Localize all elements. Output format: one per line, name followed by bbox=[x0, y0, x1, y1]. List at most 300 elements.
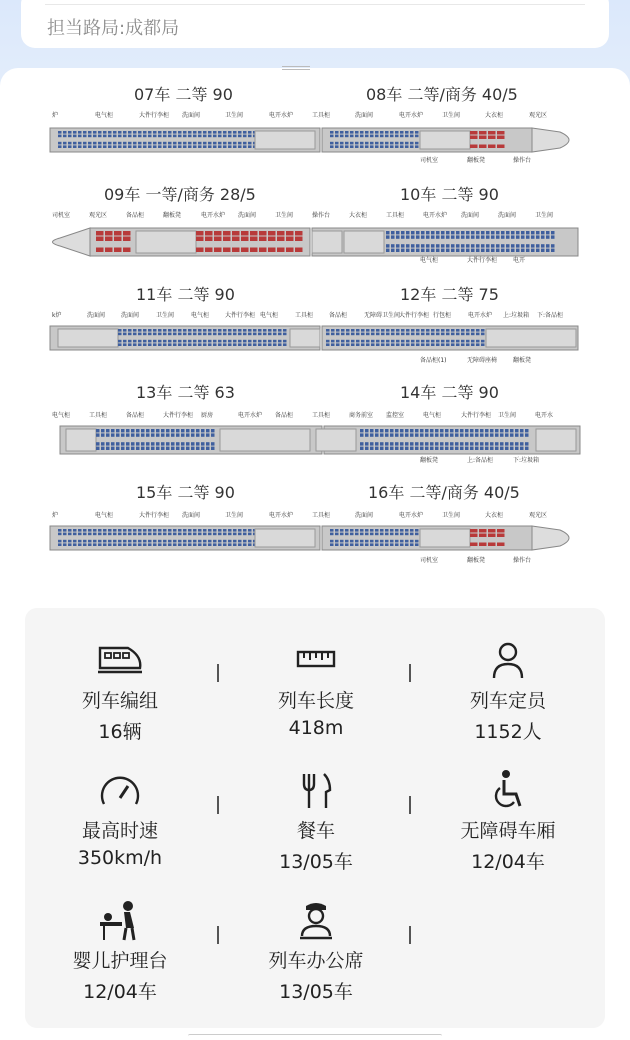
seat bbox=[93, 145, 97, 148]
seat bbox=[191, 447, 195, 450]
seat bbox=[430, 429, 434, 432]
seat bbox=[173, 333, 177, 336]
service-area bbox=[136, 231, 196, 253]
seat bbox=[355, 540, 359, 543]
seat bbox=[238, 333, 242, 336]
diagram-note: 下:备品柜 bbox=[537, 312, 564, 319]
diagram-note: 备品柜 bbox=[329, 312, 348, 319]
seat bbox=[541, 231, 545, 234]
service-area bbox=[58, 329, 118, 347]
seat bbox=[141, 429, 145, 432]
seat bbox=[401, 235, 405, 238]
seat bbox=[456, 249, 460, 252]
seat bbox=[456, 340, 460, 343]
seat bbox=[83, 131, 87, 134]
seat bbox=[198, 135, 202, 138]
seat bbox=[410, 433, 414, 436]
diagram-note: 炉 bbox=[52, 112, 59, 119]
seat bbox=[446, 340, 450, 343]
seat bbox=[435, 442, 439, 445]
seat bbox=[521, 244, 525, 247]
seat bbox=[103, 529, 107, 532]
seat bbox=[193, 533, 197, 536]
seat bbox=[385, 142, 389, 145]
diagram-note: 翻板凳 bbox=[420, 457, 439, 464]
seat bbox=[171, 447, 175, 450]
seat bbox=[123, 529, 127, 532]
seat bbox=[133, 343, 137, 346]
diagram-note: 大件行李柜 bbox=[225, 312, 256, 319]
person-icon bbox=[478, 638, 538, 682]
diagram-note: 大衣柜 bbox=[485, 112, 504, 119]
seat bbox=[421, 340, 425, 343]
diagram-note: 洗面间 bbox=[182, 512, 201, 519]
seat bbox=[128, 131, 132, 134]
divider bbox=[409, 664, 411, 682]
seat bbox=[78, 529, 82, 532]
seat bbox=[450, 429, 454, 432]
seat bbox=[103, 543, 107, 546]
seat bbox=[213, 135, 217, 138]
seat bbox=[488, 136, 496, 140]
seat bbox=[213, 333, 217, 336]
seat bbox=[479, 534, 487, 538]
seat bbox=[520, 429, 524, 432]
seat bbox=[106, 447, 110, 450]
seat bbox=[391, 343, 395, 346]
seat bbox=[488, 534, 496, 538]
seat bbox=[208, 340, 212, 343]
seat bbox=[218, 333, 222, 336]
seat bbox=[183, 333, 187, 336]
seat bbox=[476, 343, 480, 346]
seat bbox=[380, 145, 384, 148]
seat bbox=[335, 543, 339, 546]
seat bbox=[168, 142, 172, 145]
seat bbox=[263, 340, 267, 343]
seat bbox=[365, 429, 369, 432]
seat bbox=[143, 329, 147, 332]
seat bbox=[58, 540, 62, 543]
seat bbox=[93, 142, 97, 145]
diagram-note: 上:备品柜 bbox=[467, 457, 494, 464]
seat bbox=[350, 131, 354, 134]
info-accessible bbox=[413, 768, 603, 874]
seat bbox=[451, 244, 455, 247]
seat bbox=[228, 533, 232, 536]
seat bbox=[526, 231, 530, 234]
seat bbox=[58, 145, 62, 148]
seat bbox=[510, 442, 514, 445]
seat bbox=[441, 249, 445, 252]
seat bbox=[233, 529, 237, 532]
seat bbox=[223, 333, 227, 336]
seat bbox=[456, 235, 460, 238]
seat bbox=[83, 543, 87, 546]
seat bbox=[223, 231, 231, 236]
drag-handle[interactable] bbox=[282, 66, 310, 70]
diagram-note: 洗面间 bbox=[355, 112, 374, 119]
seat bbox=[173, 540, 177, 543]
seat bbox=[214, 237, 222, 242]
seat bbox=[475, 447, 479, 450]
seat bbox=[211, 447, 215, 450]
seat bbox=[58, 142, 62, 145]
seat bbox=[395, 543, 399, 546]
seat bbox=[551, 244, 555, 247]
seat bbox=[441, 231, 445, 234]
seat bbox=[83, 135, 87, 138]
seat bbox=[500, 442, 504, 445]
seat bbox=[436, 244, 440, 247]
seat bbox=[425, 433, 429, 436]
car-label: 14车 二等 90 bbox=[400, 383, 499, 402]
seat bbox=[214, 248, 222, 253]
seat bbox=[410, 429, 414, 432]
seat bbox=[361, 340, 365, 343]
seat bbox=[208, 343, 212, 346]
seat bbox=[223, 533, 227, 536]
seat bbox=[536, 235, 540, 238]
seat bbox=[516, 231, 520, 234]
info-value: 12/04车 bbox=[83, 981, 157, 1003]
seat bbox=[188, 340, 192, 343]
seat bbox=[128, 135, 132, 138]
seat bbox=[466, 340, 470, 343]
seat bbox=[371, 329, 375, 332]
service-area bbox=[420, 529, 470, 547]
seat bbox=[380, 442, 384, 445]
diagram-note: 洗面间 bbox=[121, 312, 140, 319]
seat bbox=[68, 540, 72, 543]
seat bbox=[446, 235, 450, 238]
car-label: 11车 二等 90 bbox=[136, 285, 235, 304]
seat bbox=[426, 329, 430, 332]
seat bbox=[401, 244, 405, 247]
seat bbox=[158, 343, 162, 346]
seat bbox=[223, 248, 231, 253]
seat bbox=[340, 135, 344, 138]
seat bbox=[143, 529, 147, 532]
info-baby-care bbox=[25, 898, 215, 1004]
seat bbox=[455, 433, 459, 436]
seat bbox=[386, 343, 390, 346]
seat bbox=[248, 343, 252, 346]
seat bbox=[250, 248, 258, 253]
diagram-note: 卫生间 bbox=[498, 412, 517, 419]
seat bbox=[73, 543, 77, 546]
info-title: 列车办公席 bbox=[268, 950, 364, 972]
seat bbox=[151, 442, 155, 445]
seat bbox=[395, 447, 399, 450]
seat bbox=[248, 333, 252, 336]
seat bbox=[546, 231, 550, 234]
seat bbox=[516, 235, 520, 238]
seat bbox=[401, 249, 405, 252]
seat bbox=[375, 543, 379, 546]
seat bbox=[376, 333, 380, 336]
seat bbox=[138, 333, 142, 336]
seat bbox=[131, 442, 135, 445]
seat bbox=[233, 343, 237, 346]
seat bbox=[401, 231, 405, 234]
seat bbox=[406, 235, 410, 238]
seat bbox=[516, 249, 520, 252]
seat bbox=[218, 329, 222, 332]
diagram-note: 行包柜 bbox=[433, 312, 452, 319]
seat bbox=[114, 231, 122, 236]
seat bbox=[475, 442, 479, 445]
seat bbox=[68, 533, 72, 536]
seat bbox=[471, 333, 475, 336]
seat bbox=[148, 529, 152, 532]
seat bbox=[536, 249, 540, 252]
seat bbox=[131, 433, 135, 436]
seat bbox=[471, 235, 475, 238]
seat bbox=[58, 529, 62, 532]
seat bbox=[141, 433, 145, 436]
diagram-note: 监控室 bbox=[386, 412, 405, 419]
seat bbox=[451, 333, 455, 336]
seat bbox=[208, 533, 212, 536]
seat bbox=[203, 333, 207, 336]
divider bbox=[409, 926, 411, 944]
seat bbox=[521, 231, 525, 234]
seat bbox=[415, 543, 419, 546]
seat bbox=[173, 343, 177, 346]
seat bbox=[126, 442, 130, 445]
seat bbox=[360, 433, 364, 436]
seat bbox=[176, 447, 180, 450]
seat bbox=[471, 244, 475, 247]
seat bbox=[106, 442, 110, 445]
seat bbox=[390, 135, 394, 138]
seat bbox=[460, 429, 464, 432]
seat bbox=[406, 333, 410, 336]
seat bbox=[496, 235, 500, 238]
seat bbox=[243, 131, 247, 134]
seat bbox=[330, 135, 334, 138]
seat bbox=[223, 142, 227, 145]
seat bbox=[488, 529, 496, 533]
seat bbox=[496, 231, 500, 234]
seat bbox=[450, 447, 454, 450]
seat bbox=[450, 442, 454, 445]
seat bbox=[520, 433, 524, 436]
seat bbox=[395, 540, 399, 543]
seat bbox=[93, 543, 97, 546]
seat bbox=[138, 145, 142, 148]
seat bbox=[410, 135, 414, 138]
seat bbox=[360, 533, 364, 536]
seat bbox=[63, 533, 67, 536]
seat bbox=[485, 442, 489, 445]
fork-knife-icon bbox=[286, 768, 346, 812]
seat bbox=[203, 543, 207, 546]
seat bbox=[331, 340, 335, 343]
seat bbox=[501, 235, 505, 238]
seat bbox=[420, 442, 424, 445]
seat bbox=[163, 333, 167, 336]
seat bbox=[361, 343, 365, 346]
seat bbox=[116, 442, 120, 445]
seat bbox=[268, 231, 276, 236]
seat bbox=[451, 343, 455, 346]
seat bbox=[111, 429, 115, 432]
seat bbox=[153, 543, 157, 546]
diagram-note: 洗面间 bbox=[238, 212, 257, 219]
seat bbox=[243, 543, 247, 546]
seat bbox=[233, 329, 237, 332]
seat bbox=[223, 340, 227, 343]
seat bbox=[208, 142, 212, 145]
diagram-note: 翻板凳 bbox=[513, 357, 532, 364]
seat bbox=[395, 529, 399, 532]
seat bbox=[401, 329, 405, 332]
seat bbox=[103, 145, 107, 148]
seat bbox=[461, 343, 465, 346]
seat bbox=[441, 333, 445, 336]
seat bbox=[490, 433, 494, 436]
service-area bbox=[255, 529, 315, 547]
seat bbox=[191, 442, 195, 445]
seat bbox=[63, 131, 67, 134]
seat bbox=[380, 131, 384, 134]
seat bbox=[78, 145, 82, 148]
seat bbox=[263, 343, 267, 346]
seat bbox=[248, 142, 252, 145]
seat bbox=[193, 333, 197, 336]
seat bbox=[501, 231, 505, 234]
seat bbox=[121, 429, 125, 432]
seat bbox=[153, 343, 157, 346]
seat bbox=[188, 543, 192, 546]
seat bbox=[360, 540, 364, 543]
info-title: 最高时速 bbox=[81, 820, 158, 842]
seat bbox=[456, 343, 460, 346]
seat bbox=[410, 442, 414, 445]
seat bbox=[203, 145, 207, 148]
seat bbox=[410, 145, 414, 148]
seat bbox=[126, 447, 130, 450]
seat bbox=[351, 333, 355, 336]
seat bbox=[138, 543, 142, 546]
seat bbox=[541, 235, 545, 238]
seat bbox=[371, 340, 375, 343]
seat bbox=[206, 447, 210, 450]
seat bbox=[440, 429, 444, 432]
seat bbox=[263, 333, 267, 336]
seat bbox=[395, 429, 399, 432]
seat bbox=[491, 244, 495, 247]
seat bbox=[98, 142, 102, 145]
seat bbox=[476, 235, 480, 238]
seat bbox=[506, 235, 510, 238]
seat bbox=[186, 433, 190, 436]
diagram-note: 工具柜 bbox=[312, 412, 331, 419]
car-label: 08车 二等/商务 40/5 bbox=[366, 85, 518, 104]
seat bbox=[213, 533, 217, 536]
seat bbox=[511, 244, 515, 247]
seat bbox=[395, 433, 399, 436]
seat bbox=[476, 333, 480, 336]
seat bbox=[228, 329, 232, 332]
seat bbox=[370, 145, 374, 148]
seat bbox=[205, 237, 213, 242]
seat bbox=[238, 540, 242, 543]
seat bbox=[98, 540, 102, 543]
seat bbox=[103, 533, 107, 536]
seat bbox=[213, 329, 217, 332]
seat bbox=[401, 343, 405, 346]
seat bbox=[396, 329, 400, 332]
seat bbox=[238, 142, 242, 145]
seat bbox=[480, 429, 484, 432]
seat bbox=[415, 142, 419, 145]
diagram-note: 电气柜 bbox=[95, 112, 114, 119]
seat bbox=[431, 249, 435, 252]
seat bbox=[248, 529, 252, 532]
seat bbox=[481, 235, 485, 238]
seat bbox=[138, 540, 142, 543]
seat bbox=[143, 543, 147, 546]
seat bbox=[243, 343, 247, 346]
seat bbox=[425, 442, 429, 445]
seat bbox=[93, 131, 97, 134]
seat bbox=[173, 131, 177, 134]
seat bbox=[331, 343, 335, 346]
seat bbox=[415, 442, 419, 445]
seat bbox=[158, 529, 162, 532]
seat bbox=[178, 131, 182, 134]
seat bbox=[350, 145, 354, 148]
seat bbox=[506, 244, 510, 247]
seat bbox=[96, 231, 104, 236]
seat bbox=[445, 447, 449, 450]
seat bbox=[355, 543, 359, 546]
seat bbox=[96, 237, 104, 242]
seat bbox=[233, 131, 237, 134]
seat bbox=[108, 529, 112, 532]
seat bbox=[366, 340, 370, 343]
seat bbox=[118, 329, 122, 332]
seat bbox=[208, 543, 212, 546]
seat bbox=[196, 231, 204, 236]
seat bbox=[273, 343, 277, 346]
seat bbox=[356, 343, 360, 346]
seat bbox=[416, 329, 420, 332]
seat bbox=[201, 442, 205, 445]
diagram-note: 操作台 bbox=[513, 557, 532, 564]
seat bbox=[345, 543, 349, 546]
seat bbox=[208, 131, 212, 134]
seat bbox=[541, 244, 545, 247]
seat bbox=[405, 145, 409, 148]
seat bbox=[431, 244, 435, 247]
seat bbox=[153, 533, 157, 536]
seat bbox=[465, 447, 469, 450]
seat bbox=[83, 533, 87, 536]
seat bbox=[405, 142, 409, 145]
seat bbox=[390, 433, 394, 436]
diagram-note: 电气柜 bbox=[420, 257, 439, 264]
seat bbox=[340, 131, 344, 134]
seat bbox=[400, 447, 404, 450]
seat bbox=[146, 447, 150, 450]
seat bbox=[360, 529, 364, 532]
seat bbox=[336, 340, 340, 343]
seat bbox=[114, 248, 122, 253]
